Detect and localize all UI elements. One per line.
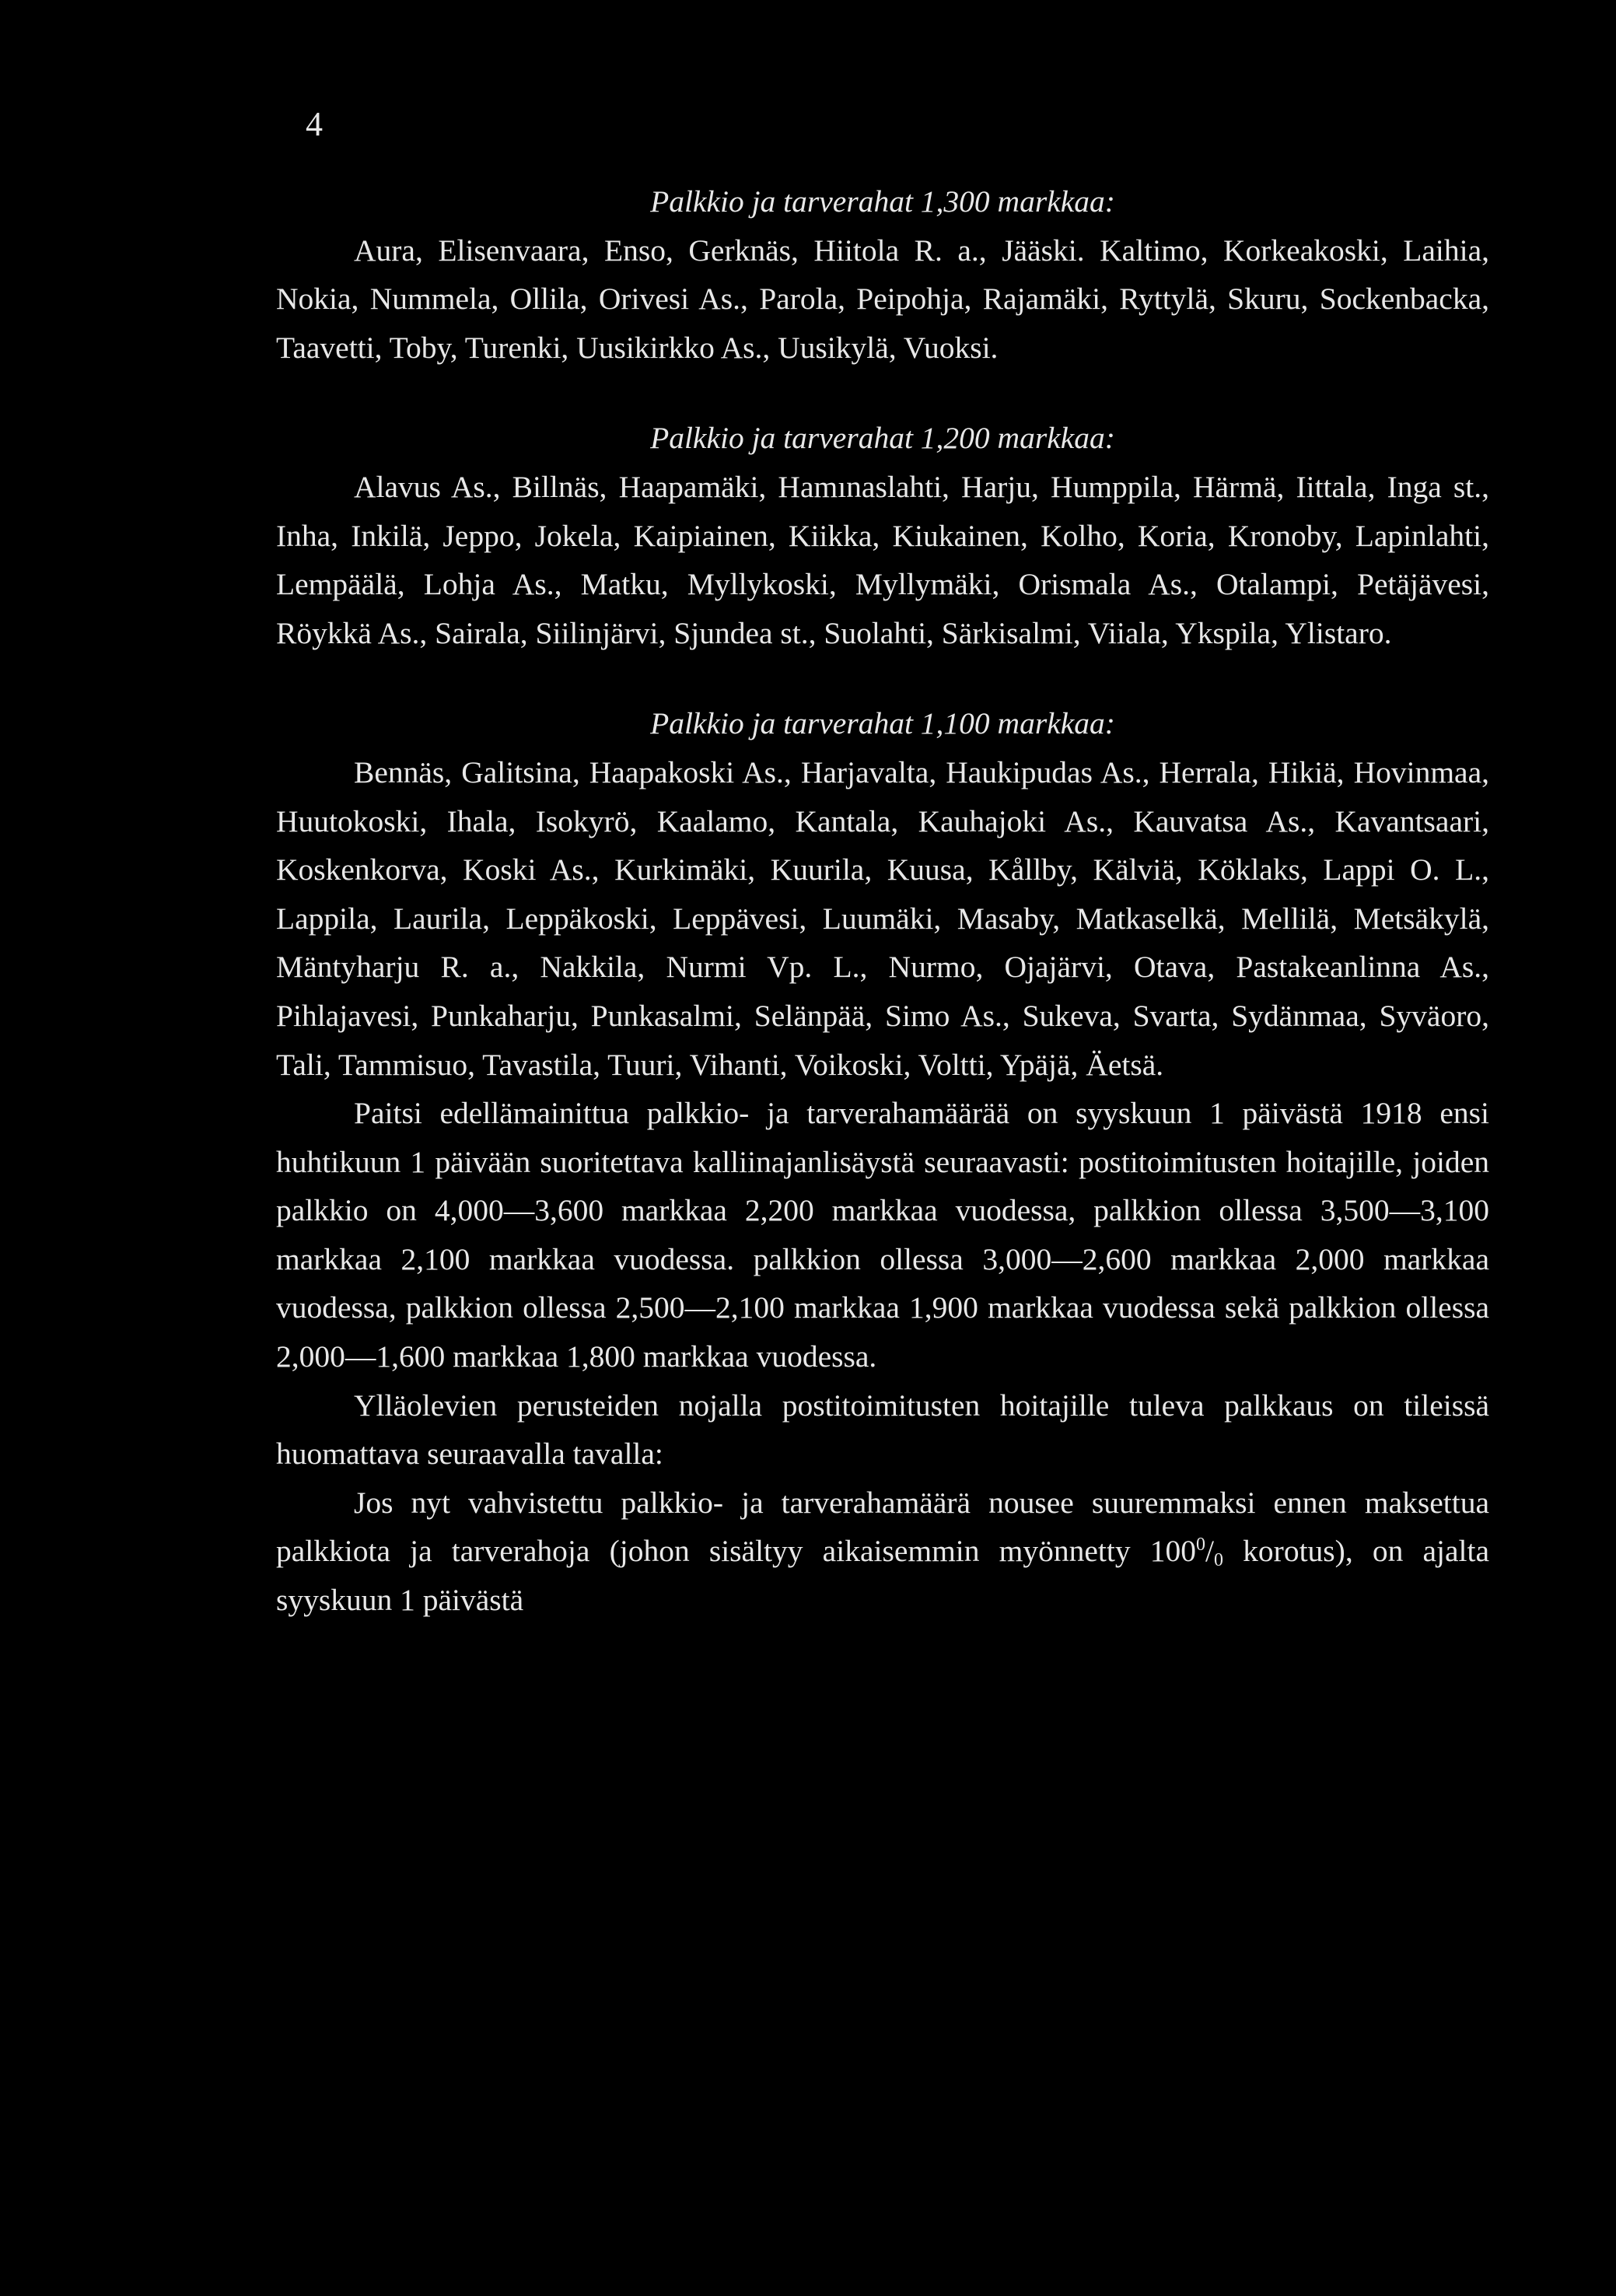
station-list: Bennäs, Galitsina, Haapakoski As., Harjavalta, Haukipudas As., Herrala, Hikiä, Hovinmaa, Huutokoski, Ihala, Isokyrö, Kaalamo, Kantala, Kauhajoki As., Kauvatsa As., Kavantsaari, Koskenkorva, Koski As., Kurkimäki, Kuurila, Kuusa, Kållby, Kälviä, Köklaks, Lappi O. L., Lappila, Laurila, Leppäkoski, Leppävesi, Luumäki, Masaby, Matkaselkä, Mellilä, Metsäkylä, Mäntyharju R. a., Nakkila, Nurmi Vp. L., Nurmo, Ojajärvi, Otava, Pastakeanlinna As., Pihlajavesi, Punkaharju, Punkasalmi, Selänpää, Simo As., Sukeva, Svarta, Sydänmaa, Syväoro, Tali, Tammisuo, Tavastila, Tuuri, Vihanti, Voikoski, Voltti, Ypäjä, Äetsä. (276, 754, 1489, 1082)
section-1200 (276, 414, 1489, 657)
paragraph-text: korotus), on ajalta syyskuun 1 päivästä (276, 1534, 1489, 1618)
body-paragraph: Jos nyt vahvistettu palkkio- ja tarverahamäärä nousee suuremmaksi ennen maksettua palkkiota ja tarverahoja (johon sisältyy aikaisemmin myönnetty $100^0/_0$ korotus), on ajalta syyskuun 1 päivästä (276, 1485, 1489, 1618)
paragraph-text: Jos nyt vahvistettu palkkio- ja tarverahamäärä nousee suuremmaksi ennen maksettua palkkiota ja tarverahoja (johon sisältyy aikaisemmin myönnetty 100 (276, 1485, 1489, 1569)
section-1300 (276, 177, 1489, 372)
station-list: Aura, Elisenvaara, Enso, Gerknäs, Hiitola R. a., Jääski. Kaltimo, Korkeakoski, Laihia, Nokia, Nummela, Ollila, Orivesi As., Parola, Peipohja, Rajamäki, Ryttylä, Skuru, Sockenbacka, Taavetti, Toby, Turenki, Uusikirkko As., Uusikylä, Vuoksi. (276, 233, 1489, 365)
section-heading: Palkkio ja tarverahat 1,200 markkaa: (650, 421, 1115, 456)
section-heading: Palkkio ja tarverahat 1,300 markkaa: (650, 184, 1115, 219)
section-1100 (276, 699, 1489, 1089)
percent-sign-bottom: 0 (1214, 1550, 1224, 1571)
section-heading: Palkkio ja tarverahat 1,100 markkaa: (650, 706, 1115, 741)
body-paragraph: Ylläolevien perusteiden nojalla postitoimitusten hoitajille tuleva palkkaus on tileissä huomattava seuraavalla tavalla: (276, 1388, 1489, 1472)
station-list: Alavus As., Billnäs, Haapamäki, Hamınaslahti, Harju, Humppila, Härmä, Iittala, Inga st., Inha, Inkilä, Jeppo, Jokela, Kaipiainen, Kiikka, Kiukainen, Kolho, Koria, Kronoby, Lapinlahti, Lempäälä, Lohja As., Matku, Myllykoski, Myllymäki, Orismala As., Otalampi, Petäjävesi, Röykkä As., Sairala, Siilinjärvi, Sjundea st., Suolahti, Särkisalmi, Viiala, Ykspila, Ylistaro. (276, 469, 1489, 650)
body-paragraph: Paitsi edellämainittua palkkio- ja tarverahamäärää on syyskuun 1 päivästä 1918 ensi huhtikuun 1 päivään suoritettava kalliinajanlisäystä seuraavasti: postitoimitusten hoitajille, joiden palkkio on 4,000—3,600 markkaa 2,200 markkaa vuodessa, palkkion ollessa 3,500—3,100 markkaa 2,100 markkaa vuodessa. palkkion ollessa 3,000—2,600 markkaa 2,000 markkaa vuodessa, palkkion ollessa 2,500—2,100 markkaa 1,900 markkaa vuodessa sekä palkkion ollessa 2,000—1,600 markkaa 1,800 markkaa vuodessa. (276, 1096, 1489, 1374)
page-number: 4 (306, 105, 323, 143)
percent-sign-top: 0 (1196, 1535, 1206, 1556)
page-body (276, 177, 1489, 1625)
